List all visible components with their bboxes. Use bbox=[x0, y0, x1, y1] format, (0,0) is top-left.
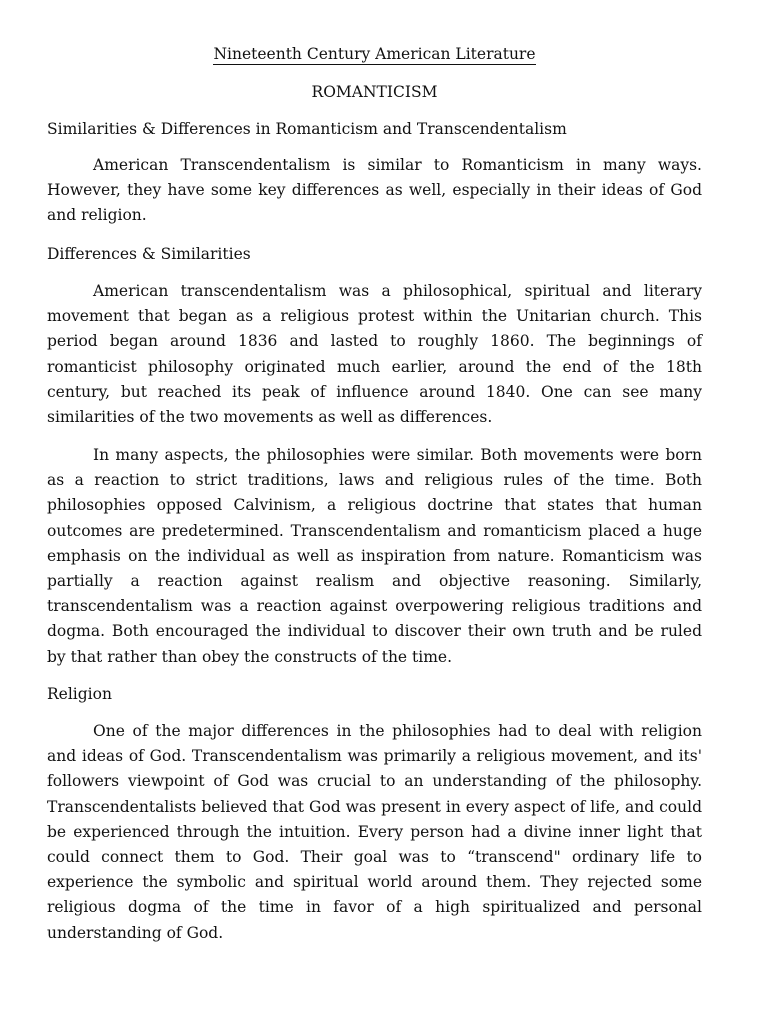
section-heading-religion: Religion bbox=[47, 685, 112, 703]
paragraph-transcendentalism-history: American transcendentalism was a philosophical, spiritual and literary movement that began as a religious protest within the Unitarian church. This period began around 1836 and lasted to roughly 1860. The beginnings of romanticist philosophy originated much earlier, around the end of the 18th century, but reached its peak of influence around 1840. One can see many similarities of the two movements as well as differences. bbox=[47, 282, 702, 427]
document-subtitle: ROMANTICISM bbox=[311, 83, 438, 101]
document-title-text: Nineteenth Century American Literature bbox=[213, 45, 536, 63]
section-heading-similarities-differences: Similarities & Differences in Romanticism and Transcendentalism bbox=[47, 120, 567, 138]
paragraph-religion: One of the major differences in the philosophies had to deal with religion and ideas of God. Transcendentalism was primarily a religious movement, and its' followers viewpoint of God was crucial to an understanding of the philosophy. Transcendentalists believed that God was present in every aspect of life, and could be experienced through the intuition. Every person had a divine inner light that could connect them to God. Their goal was to “transcend" ordinary life to experience the symbolic and spiritual world around them. They rejected some religious dogma of the time in favor of a high spiritualized and personal understanding of God. bbox=[47, 722, 702, 942]
document-page bbox=[47, 0, 702, 1024]
section-heading-differences-similarities: Differences & Similarities bbox=[47, 245, 251, 263]
paragraph-similarities: In many aspects, the philosophies were similar. Both movements were born as a reaction to strict traditions, laws and religious rules of the time. Both philosophies opposed Calvinism, a religious doctrine that states that human outcomes are predetermined. Transcendentalism and romanticism placed a huge emphasis on the individual as well as inspiration from nature. Romanticism was partially a reaction against realism and objective reasoning. Similarly, transcendentalism was a reaction against overpowering religious traditions and dogma. Both encouraged the individual to discover their own truth and be ruled by that rather than obey the constructs of the time. bbox=[47, 446, 702, 666]
paragraph-intro: American Transcendentalism is similar to Romanticism in many ways. However, they have some key differences as well, especially in their ideas of God and religion. bbox=[47, 156, 702, 225]
document-title bbox=[47, 43, 702, 65]
